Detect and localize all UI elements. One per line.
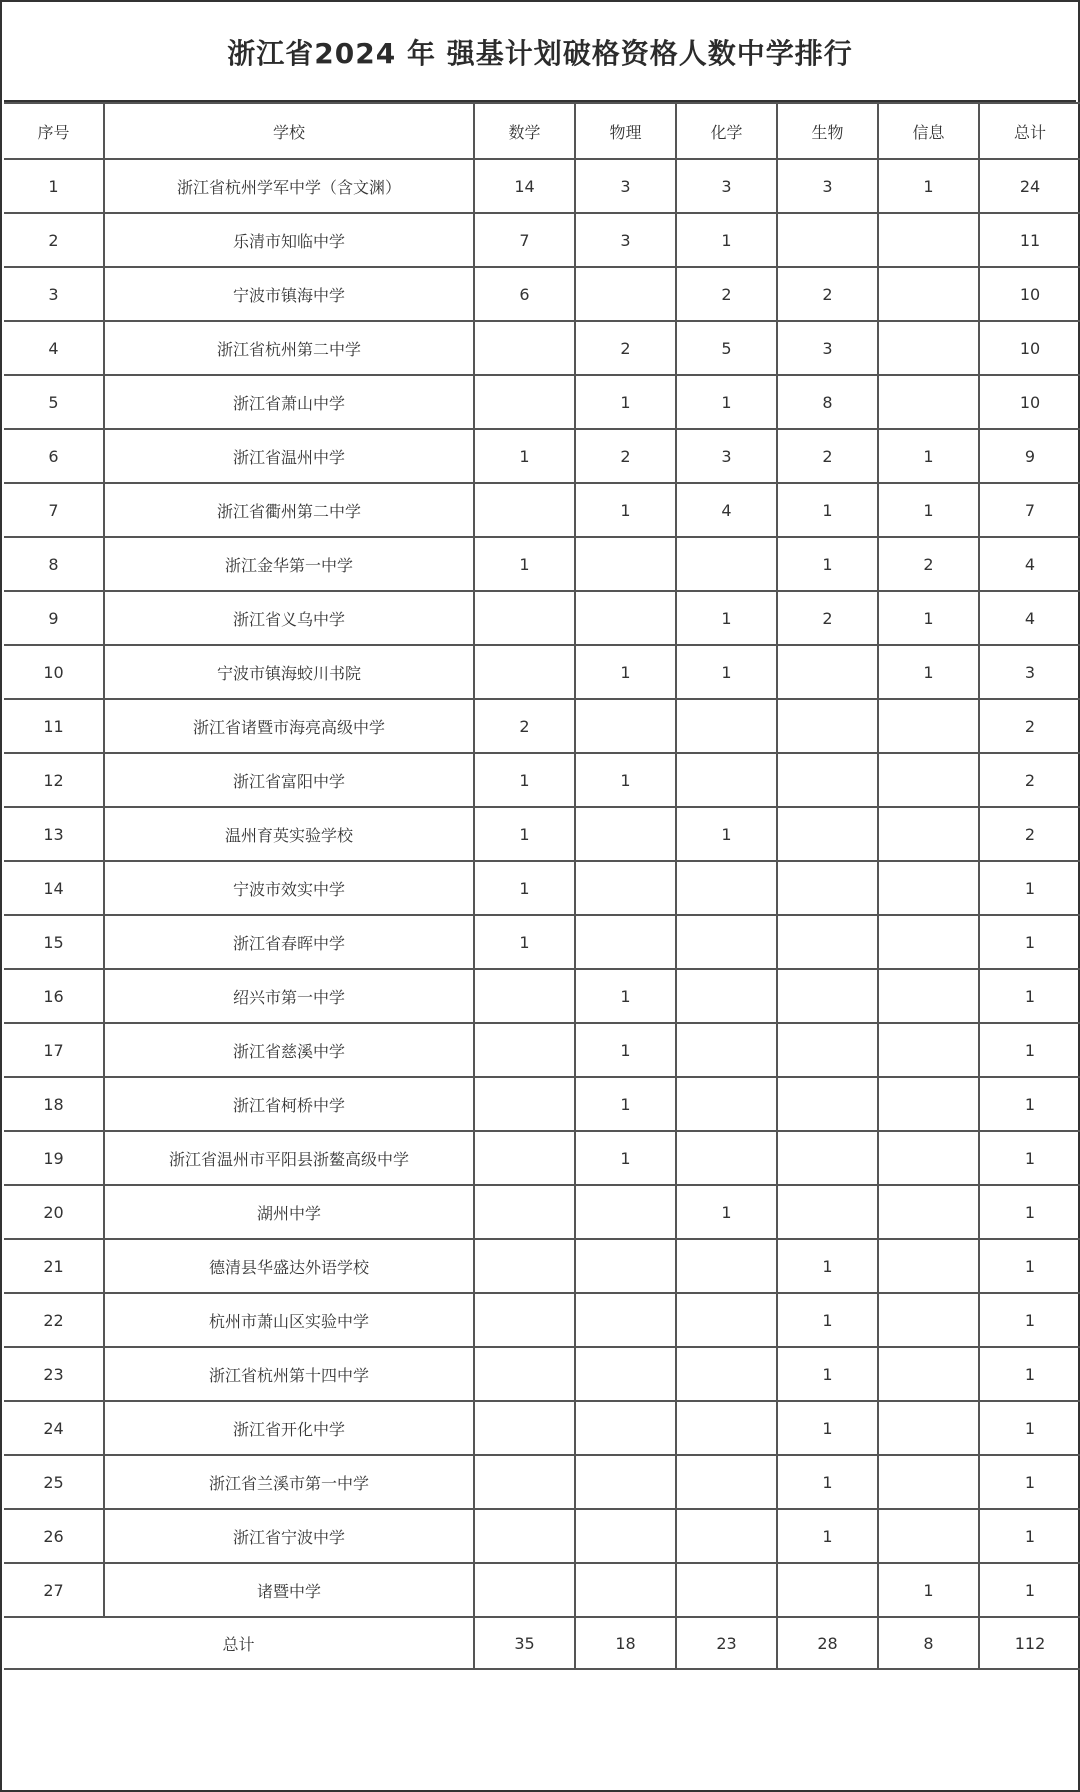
cell-biology: 1	[777, 483, 878, 537]
table-row	[4, 1023, 1080, 1077]
table-row	[4, 1563, 1080, 1617]
cell-math: 14	[474, 159, 575, 213]
cell-total: 1	[979, 915, 1080, 969]
cell-index: 11	[4, 699, 104, 753]
cell-math	[474, 1401, 575, 1455]
cell-informatics: 2	[878, 537, 979, 591]
cell-school: 浙江省诸暨市海亮高级中学	[104, 699, 474, 753]
cell-biology: 1	[777, 537, 878, 591]
cell-math: 2	[474, 699, 575, 753]
table-row	[4, 1077, 1080, 1131]
cell-biology	[777, 753, 878, 807]
cell-school: 浙江省富阳中学	[104, 753, 474, 807]
cell-biology: 1	[777, 1347, 878, 1401]
cell-index: 14	[4, 861, 104, 915]
cell-index: 23	[4, 1347, 104, 1401]
cell-total: 2	[979, 699, 1080, 753]
cell-school: 浙江省杭州第十四中学	[104, 1347, 474, 1401]
cell-math: 6	[474, 267, 575, 321]
table-header-row	[4, 103, 1080, 159]
cell-total: 1	[979, 1563, 1080, 1617]
table-row	[4, 1131, 1080, 1185]
table-row	[4, 591, 1080, 645]
cell-total: 1	[979, 1239, 1080, 1293]
cell-chemistry: 2	[676, 267, 777, 321]
cell-math	[474, 1077, 575, 1131]
cell-math	[474, 1239, 575, 1293]
cell-chemistry	[676, 1293, 777, 1347]
total-row	[4, 1617, 1080, 1669]
table-row	[4, 429, 1080, 483]
header-index: 序号	[4, 103, 104, 159]
table-row	[4, 537, 1080, 591]
cell-index: 4	[4, 321, 104, 375]
cell-school: 湖州中学	[104, 1185, 474, 1239]
cell-chemistry	[676, 915, 777, 969]
cell-math	[474, 1347, 575, 1401]
cell-biology: 2	[777, 429, 878, 483]
cell-biology	[777, 861, 878, 915]
cell-informatics	[878, 915, 979, 969]
ranking-table	[4, 102, 1080, 1670]
cell-biology: 3	[777, 159, 878, 213]
cell-index: 3	[4, 267, 104, 321]
cell-chemistry	[676, 753, 777, 807]
cell-physics: 2	[575, 429, 676, 483]
cell-total: 1	[979, 1023, 1080, 1077]
cell-index: 2	[4, 213, 104, 267]
cell-math: 7	[474, 213, 575, 267]
cell-chemistry: 5	[676, 321, 777, 375]
cell-chemistry: 1	[676, 807, 777, 861]
cell-informatics	[878, 1455, 979, 1509]
cell-total: 2	[979, 807, 1080, 861]
cell-chemistry	[676, 1347, 777, 1401]
table-row	[4, 483, 1080, 537]
cell-math: 1	[474, 807, 575, 861]
cell-total: 1	[979, 1185, 1080, 1239]
header-total: 总计	[979, 103, 1080, 159]
cell-total: 11	[979, 213, 1080, 267]
cell-math: 1	[474, 753, 575, 807]
table-row	[4, 1455, 1080, 1509]
header-physics: 物理	[575, 103, 676, 159]
cell-math	[474, 321, 575, 375]
cell-biology	[777, 1131, 878, 1185]
cell-math	[474, 1455, 575, 1509]
cell-chemistry	[676, 1455, 777, 1509]
cell-index: 21	[4, 1239, 104, 1293]
total-informatics: 8	[878, 1617, 979, 1669]
table-row	[4, 1293, 1080, 1347]
cell-math	[474, 375, 575, 429]
cell-biology: 2	[777, 267, 878, 321]
cell-chemistry	[676, 1401, 777, 1455]
cell-index: 1	[4, 159, 104, 213]
cell-informatics	[878, 1023, 979, 1077]
cell-math	[474, 969, 575, 1023]
cell-school: 德清县华盛达外语学校	[104, 1239, 474, 1293]
cell-physics: 1	[575, 1023, 676, 1077]
cell-total: 10	[979, 375, 1080, 429]
cell-informatics	[878, 1347, 979, 1401]
cell-index: 25	[4, 1455, 104, 1509]
header-chemistry: 化学	[676, 103, 777, 159]
table-row	[4, 645, 1080, 699]
table-row	[4, 699, 1080, 753]
cell-physics: 2	[575, 321, 676, 375]
cell-school: 浙江省萧山中学	[104, 375, 474, 429]
cell-chemistry: 1	[676, 1185, 777, 1239]
cell-chemistry	[676, 1077, 777, 1131]
header-math: 数学	[474, 103, 575, 159]
cell-informatics	[878, 375, 979, 429]
cell-math	[474, 645, 575, 699]
cell-total: 1	[979, 1347, 1080, 1401]
cell-informatics	[878, 1131, 979, 1185]
table-row	[4, 159, 1080, 213]
cell-physics	[575, 807, 676, 861]
table-row	[4, 1401, 1080, 1455]
cell-school: 浙江省慈溪中学	[104, 1023, 474, 1077]
cell-math: 1	[474, 537, 575, 591]
cell-physics: 1	[575, 969, 676, 1023]
cell-math: 1	[474, 429, 575, 483]
cell-math	[474, 1509, 575, 1563]
cell-physics: 1	[575, 1131, 676, 1185]
table-row	[4, 1509, 1080, 1563]
cell-school: 浙江省温州市平阳县浙鳌高级中学	[104, 1131, 474, 1185]
cell-informatics: 1	[878, 591, 979, 645]
cell-physics	[575, 1293, 676, 1347]
table-row	[4, 267, 1080, 321]
cell-school: 浙江省柯桥中学	[104, 1077, 474, 1131]
cell-biology	[777, 1185, 878, 1239]
cell-index: 17	[4, 1023, 104, 1077]
cell-total: 2	[979, 753, 1080, 807]
cell-informatics	[878, 699, 979, 753]
cell-index: 27	[4, 1563, 104, 1617]
cell-math: 1	[474, 861, 575, 915]
cell-biology: 1	[777, 1455, 878, 1509]
cell-informatics	[878, 321, 979, 375]
cell-biology	[777, 699, 878, 753]
cell-index: 12	[4, 753, 104, 807]
cell-index: 8	[4, 537, 104, 591]
cell-physics	[575, 1185, 676, 1239]
cell-school: 浙江省宁波中学	[104, 1509, 474, 1563]
cell-informatics	[878, 753, 979, 807]
cell-math	[474, 591, 575, 645]
cell-school: 温州育英实验学校	[104, 807, 474, 861]
cell-total: 1	[979, 969, 1080, 1023]
cell-index: 5	[4, 375, 104, 429]
cell-informatics	[878, 861, 979, 915]
table-row	[4, 1239, 1080, 1293]
cell-informatics	[878, 267, 979, 321]
cell-physics	[575, 861, 676, 915]
header-school: 学校	[104, 103, 474, 159]
cell-physics	[575, 1239, 676, 1293]
cell-chemistry: 1	[676, 645, 777, 699]
cell-total: 1	[979, 1293, 1080, 1347]
cell-biology: 3	[777, 321, 878, 375]
cell-biology	[777, 1563, 878, 1617]
cell-informatics	[878, 807, 979, 861]
cell-informatics	[878, 213, 979, 267]
cell-index: 16	[4, 969, 104, 1023]
cell-chemistry	[676, 1023, 777, 1077]
cell-biology	[777, 213, 878, 267]
cell-index: 24	[4, 1401, 104, 1455]
cell-physics	[575, 915, 676, 969]
cell-physics	[575, 1563, 676, 1617]
cell-biology	[777, 645, 878, 699]
total-physics: 18	[575, 1617, 676, 1669]
cell-informatics	[878, 1185, 979, 1239]
cell-physics	[575, 537, 676, 591]
table-row	[4, 807, 1080, 861]
cell-biology	[777, 915, 878, 969]
cell-chemistry: 1	[676, 213, 777, 267]
cell-biology	[777, 1077, 878, 1131]
total-label: 总计	[4, 1617, 474, 1669]
cell-physics: 1	[575, 645, 676, 699]
cell-school: 浙江省杭州学军中学（含文渊）	[104, 159, 474, 213]
table-row	[4, 1185, 1080, 1239]
cell-school: 绍兴市第一中学	[104, 969, 474, 1023]
cell-chemistry: 4	[676, 483, 777, 537]
cell-chemistry: 1	[676, 375, 777, 429]
cell-school: 浙江省春晖中学	[104, 915, 474, 969]
cell-index: 6	[4, 429, 104, 483]
cell-physics: 1	[575, 375, 676, 429]
cell-chemistry	[676, 861, 777, 915]
cell-school: 乐清市知临中学	[104, 213, 474, 267]
cell-informatics	[878, 1077, 979, 1131]
table-row	[4, 213, 1080, 267]
cell-index: 20	[4, 1185, 104, 1239]
cell-math	[474, 1563, 575, 1617]
cell-physics: 1	[575, 483, 676, 537]
cell-chemistry	[676, 969, 777, 1023]
table-row	[4, 375, 1080, 429]
cell-physics	[575, 591, 676, 645]
cell-total: 4	[979, 591, 1080, 645]
cell-biology	[777, 1023, 878, 1077]
table-row	[4, 753, 1080, 807]
cell-biology: 8	[777, 375, 878, 429]
cell-index: 26	[4, 1509, 104, 1563]
table-row	[4, 1347, 1080, 1401]
cell-physics	[575, 1455, 676, 1509]
cell-total: 3	[979, 645, 1080, 699]
table-row	[4, 321, 1080, 375]
cell-total: 1	[979, 1509, 1080, 1563]
header-biology: 生物	[777, 103, 878, 159]
cell-chemistry: 3	[676, 429, 777, 483]
cell-informatics: 1	[878, 159, 979, 213]
cell-physics: 3	[575, 159, 676, 213]
cell-index: 15	[4, 915, 104, 969]
cell-physics	[575, 267, 676, 321]
cell-index: 9	[4, 591, 104, 645]
cell-school: 浙江省义乌中学	[104, 591, 474, 645]
cell-total: 10	[979, 267, 1080, 321]
cell-school: 杭州市萧山区实验中学	[104, 1293, 474, 1347]
cell-informatics	[878, 1509, 979, 1563]
cell-physics: 1	[575, 753, 676, 807]
table-body	[4, 159, 1080, 1617]
cell-informatics: 1	[878, 645, 979, 699]
header-informatics: 信息	[878, 103, 979, 159]
cell-math	[474, 1185, 575, 1239]
cell-chemistry	[676, 699, 777, 753]
cell-school: 宁波市镇海蛟川书院	[104, 645, 474, 699]
cell-total: 7	[979, 483, 1080, 537]
cell-index: 10	[4, 645, 104, 699]
cell-total: 9	[979, 429, 1080, 483]
cell-total: 1	[979, 1077, 1080, 1131]
cell-chemistry	[676, 1239, 777, 1293]
cell-informatics	[878, 1401, 979, 1455]
table-row	[4, 915, 1080, 969]
cell-informatics: 1	[878, 1563, 979, 1617]
cell-math	[474, 483, 575, 537]
cell-chemistry: 3	[676, 159, 777, 213]
cell-school: 诸暨中学	[104, 1563, 474, 1617]
cell-index: 18	[4, 1077, 104, 1131]
cell-index: 19	[4, 1131, 104, 1185]
cell-total: 1	[979, 1401, 1080, 1455]
cell-total: 10	[979, 321, 1080, 375]
cell-total: 1	[979, 1131, 1080, 1185]
cell-chemistry	[676, 1131, 777, 1185]
cell-biology	[777, 807, 878, 861]
cell-school: 浙江省兰溪市第一中学	[104, 1455, 474, 1509]
cell-school: 浙江省开化中学	[104, 1401, 474, 1455]
cell-total: 1	[979, 861, 1080, 915]
cell-chemistry	[676, 1563, 777, 1617]
total-math: 35	[474, 1617, 575, 1669]
cell-physics: 1	[575, 1077, 676, 1131]
cell-informatics	[878, 969, 979, 1023]
cell-total: 24	[979, 159, 1080, 213]
cell-informatics	[878, 1239, 979, 1293]
cell-chemistry: 1	[676, 591, 777, 645]
cell-index: 22	[4, 1293, 104, 1347]
table-row	[4, 969, 1080, 1023]
total-chemistry: 23	[676, 1617, 777, 1669]
cell-index: 7	[4, 483, 104, 537]
cell-biology: 1	[777, 1293, 878, 1347]
cell-total: 1	[979, 1455, 1080, 1509]
cell-informatics: 1	[878, 429, 979, 483]
cell-physics	[575, 699, 676, 753]
cell-physics	[575, 1401, 676, 1455]
cell-school: 浙江省衢州第二中学	[104, 483, 474, 537]
total-sum: 112	[979, 1617, 1080, 1669]
cell-math	[474, 1293, 575, 1347]
cell-physics	[575, 1347, 676, 1401]
cell-index: 13	[4, 807, 104, 861]
cell-school: 浙江金华第一中学	[104, 537, 474, 591]
total-biology: 28	[777, 1617, 878, 1669]
cell-math	[474, 1131, 575, 1185]
table-row	[4, 861, 1080, 915]
cell-math: 1	[474, 915, 575, 969]
cell-biology: 2	[777, 591, 878, 645]
cell-biology: 1	[777, 1239, 878, 1293]
cell-biology: 1	[777, 1509, 878, 1563]
cell-biology	[777, 969, 878, 1023]
cell-chemistry	[676, 1509, 777, 1563]
cell-total: 4	[979, 537, 1080, 591]
cell-biology: 1	[777, 1401, 878, 1455]
cell-school: 宁波市效实中学	[104, 861, 474, 915]
cell-physics: 3	[575, 213, 676, 267]
cell-informatics: 1	[878, 483, 979, 537]
cell-informatics	[878, 1293, 979, 1347]
cell-school: 宁波市镇海中学	[104, 267, 474, 321]
cell-school: 浙江省杭州第二中学	[104, 321, 474, 375]
cell-math	[474, 1023, 575, 1077]
cell-physics	[575, 1509, 676, 1563]
cell-chemistry	[676, 537, 777, 591]
page-title: 浙江省2024 年 强基计划破格资格人数中学排行	[4, 4, 1076, 102]
cell-school: 浙江省温州中学	[104, 429, 474, 483]
